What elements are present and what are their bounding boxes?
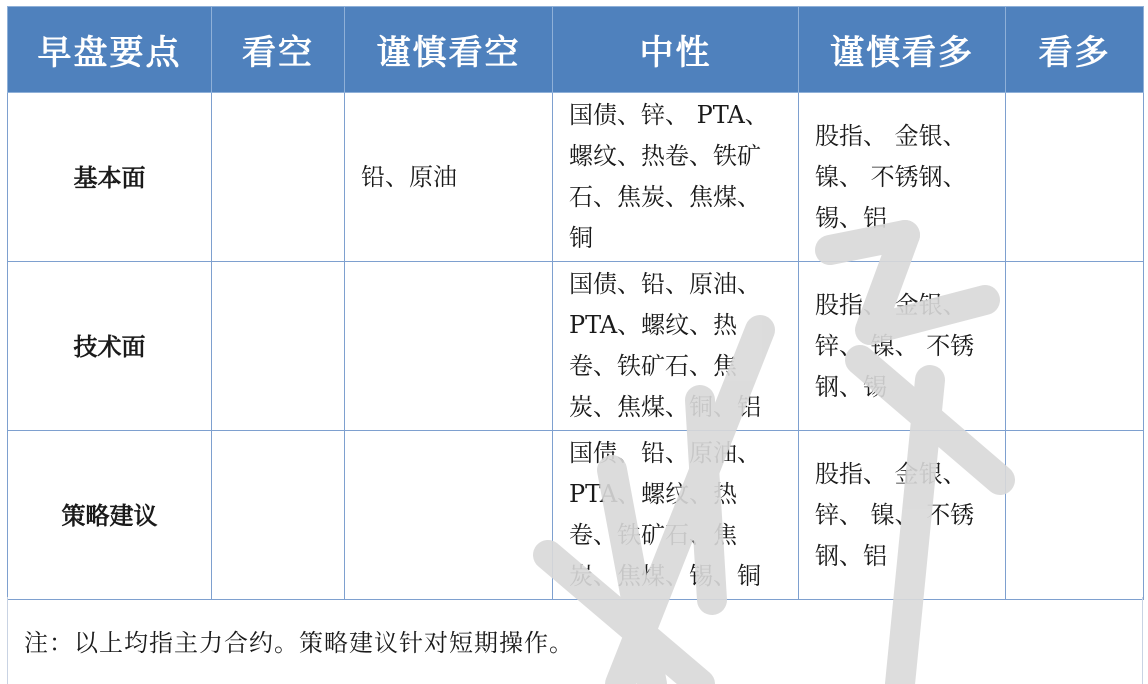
footnote-text: 注：以上均指主力合约。策略建议针对短期操作。 — [24, 629, 574, 657]
table-row — [8, 262, 1144, 431]
header-cell: 早盘要点 — [8, 7, 212, 93]
header-cell: 谨慎看空 — [345, 7, 553, 93]
header-cell: 看空 — [212, 7, 345, 93]
table-cell — [345, 431, 553, 600]
row-label: 策略建议 — [8, 431, 212, 600]
table-cell: 铅、原油 — [345, 93, 553, 262]
header-cell: 看多 — [1006, 7, 1144, 93]
table-cell: 股指、 金银、镍、 不锈钢、锡、铝 — [799, 93, 1006, 262]
row-label: 基本面 — [8, 93, 212, 262]
table-cell — [1006, 93, 1144, 262]
table-cell — [1006, 262, 1144, 431]
footnote — [7, 597, 1143, 684]
table-cell: 国债、铅、原油、PTA、螺纹、热卷、铁矿石、焦炭、焦煤、铜、铝 — [553, 262, 799, 431]
table-cell: 股指、 金银、锌、 镍、 不锈钢、锡 — [799, 262, 1006, 431]
table-row — [8, 431, 1144, 600]
table-cell: 股指、 金银、锌、 镍、 不锈钢、铝 — [799, 431, 1006, 600]
row-label: 技术面 — [8, 262, 212, 431]
table-cell — [1006, 431, 1144, 600]
morning-summary-table — [7, 6, 1144, 600]
table-cell: 国债、锌、 PTA、螺纹、热卷、铁矿石、焦炭、焦煤、铜 — [553, 93, 799, 262]
table-header-row — [8, 7, 1144, 93]
table-cell: 国债、铅、原油、PTA、螺纹、热卷、铁矿石、焦炭、焦煤、锡、铜 — [553, 431, 799, 600]
header-cell: 谨慎看多 — [799, 7, 1006, 93]
table-row — [8, 93, 1144, 262]
table-cell — [345, 262, 553, 431]
header-cell: 中性 — [553, 7, 799, 93]
table-cell — [212, 93, 345, 262]
table-cell — [212, 262, 345, 431]
table-cell — [212, 431, 345, 600]
